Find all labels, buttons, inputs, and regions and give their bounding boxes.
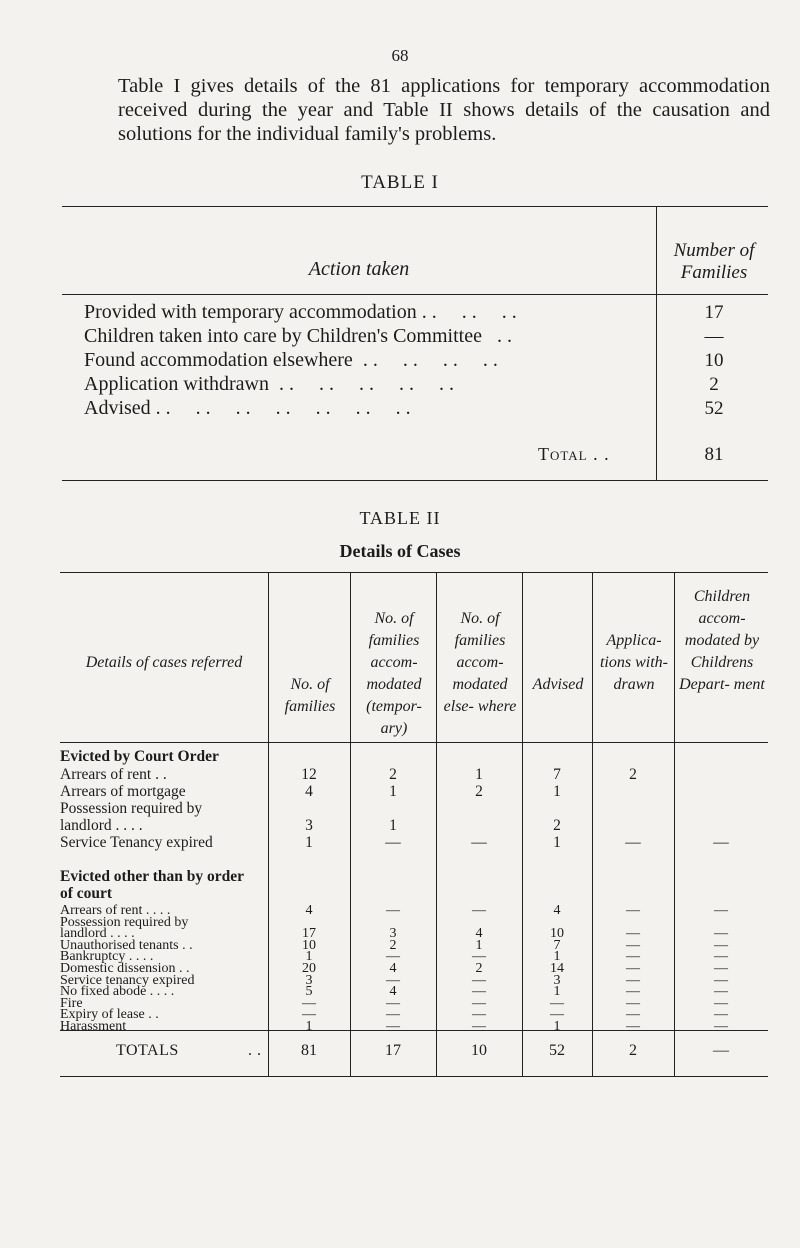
table1-row — [84, 300, 656, 324]
table2-total-cell: 81 — [301, 1042, 317, 1059]
table2-cell: — — [714, 937, 728, 953]
table2-cell: 1 — [305, 834, 313, 851]
table1-row-value: 52 — [704, 398, 724, 419]
table2-cell: — — [550, 995, 564, 1011]
table2-total-cell: — — [713, 1042, 729, 1059]
table2-cell: 1 — [475, 937, 483, 953]
table1-row-value: 17 — [704, 302, 724, 323]
table2-title: TABLE II — [359, 508, 441, 528]
table2-row-label: Possession required by — [60, 800, 203, 817]
table1-bottom-rule — [62, 480, 768, 481]
table2-cell: — — [626, 961, 640, 976]
table2-cell: — — [626, 1019, 640, 1034]
table1-row — [84, 324, 656, 348]
table2-row-label: Arrears of rent . . — [60, 766, 167, 783]
table2-cell: — — [714, 961, 728, 976]
table2-cell: 12 — [301, 766, 317, 783]
table2-cell: — — [626, 949, 640, 965]
table2-cell: 1 — [389, 817, 397, 834]
table2-cell: 3 — [305, 817, 313, 834]
table1-row-label: Found accommodation elsewhere — [84, 349, 353, 371]
table2-cell: — — [386, 1007, 400, 1023]
table2-row-label: Expiry of lease . . — [60, 1007, 159, 1023]
table2-cell: — — [626, 972, 640, 988]
table2-row-label: Arrears of mortgage — [60, 783, 186, 800]
table2-cell: — — [386, 995, 400, 1011]
table1-row-label: Application withdrawn — [84, 373, 269, 395]
table2-cell: — — [472, 995, 486, 1011]
table2-cell: 4 — [389, 984, 397, 1000]
table2-cell: 1 — [553, 783, 561, 800]
table2-cell: 5 — [305, 984, 313, 1000]
column-divider — [674, 572, 675, 1077]
table1-total-label — [538, 444, 610, 465]
column-divider — [350, 572, 351, 1077]
page-number: 68 — [391, 46, 409, 65]
table2-cell: — — [550, 1007, 564, 1023]
table2-cell: — — [714, 926, 728, 942]
totals-label — [116, 1042, 179, 1060]
table2-cell: — — [386, 949, 400, 965]
table2-cell: — — [302, 995, 316, 1011]
table2-cell: — — [471, 834, 487, 851]
table2-top-rule — [60, 572, 768, 573]
table1-row — [84, 348, 656, 372]
table1-row — [84, 396, 656, 420]
table1-row-value: — — [704, 326, 724, 347]
table2-cell: — — [386, 1019, 400, 1034]
table2-cell: 4 — [475, 926, 483, 942]
table2-cell: — — [714, 995, 728, 1011]
table2-row-label: No fixed abode . . . . — [60, 984, 175, 1000]
table2-cell: 3 — [389, 926, 397, 942]
table1 — [62, 206, 768, 482]
table2-cell: 3 — [553, 972, 561, 988]
table2-cell: — — [714, 984, 728, 1000]
total-label-text: Total — [538, 444, 588, 464]
leader-dots: . . — [587, 444, 610, 464]
table1-title: TABLE I — [361, 172, 439, 193]
table1-row — [84, 372, 656, 396]
table2-cell: — — [714, 903, 728, 918]
table2-cell: 4 — [553, 903, 561, 918]
table1-header-action: Action taken — [308, 258, 410, 280]
table1-row-value: 10 — [704, 350, 724, 371]
table2-cell: — — [386, 972, 400, 988]
column-divider — [436, 572, 437, 1077]
table2-cell: 4 — [389, 961, 397, 976]
section-heading: Evicted other than by order of court — [60, 868, 244, 902]
table2-total-cell: 2 — [629, 1042, 637, 1059]
table2-cell: 20 — [302, 961, 316, 976]
table2-cell: 1 — [305, 949, 313, 965]
table2-cell: — — [472, 984, 486, 1000]
table2-header-childrens-dept: Children accom- modated by Childrens Depart- ment — [679, 588, 765, 693]
table1-top-rule — [62, 206, 768, 207]
table2-total-cell: 10 — [471, 1042, 487, 1059]
table2-row-label: Unauthorised tenants . . — [60, 937, 193, 953]
leader-dots: . . . . . . — [416, 301, 517, 323]
table2-cell: 2 — [553, 817, 561, 834]
table2-cell: — — [713, 834, 729, 851]
table2-row-label: landlord . . . . — [60, 817, 143, 834]
table2-cell: 17 — [302, 926, 316, 942]
table2-cell: 2 — [389, 937, 397, 953]
column-divider — [592, 572, 593, 1077]
table1-total-value: 81 — [704, 444, 724, 465]
table2-cell: 1 — [475, 766, 483, 783]
table2-header-temporary: No. of families accom- modated (tempor- ary) — [366, 610, 422, 737]
table2-cell: — — [472, 949, 486, 965]
table2-row-label: Arrears of rent . . . . — [60, 903, 171, 918]
table2-cell: — — [472, 1019, 486, 1034]
table2-cell: 14 — [550, 961, 564, 976]
table2-cell: — — [626, 926, 640, 942]
table2-header-advised: Advised — [532, 676, 584, 693]
table2-header-elsewhere: No. of families accom- modated else- where — [443, 610, 517, 715]
table2-cell: — — [302, 1007, 316, 1023]
table1-row-label: Provided with temporary accommodation — [84, 301, 417, 323]
table2-total-cell: 17 — [385, 1042, 401, 1059]
table2-cell: 2 — [629, 766, 637, 783]
table2-row-label: Possession required by — [60, 914, 189, 930]
table2-cell: — — [472, 903, 486, 918]
column-divider — [268, 572, 269, 1077]
table2-cell: 3 — [305, 972, 313, 988]
table2-cell: — — [626, 937, 640, 953]
table2-header-withdrawn: Applica- tions with- drawn — [599, 632, 668, 693]
table2-cell: 4 — [305, 783, 313, 800]
table1-row-value: 2 — [709, 374, 719, 395]
table2-cell: — — [714, 1019, 728, 1034]
table2-cell: — — [472, 972, 486, 988]
table2-cell: — — [714, 972, 728, 988]
table1-row-label: Advised — [84, 397, 151, 419]
table2-cell: 10 — [302, 937, 316, 953]
table1-column-divider — [656, 206, 657, 480]
table2-cell: 2 — [475, 961, 483, 976]
totals-label-text: TOTALS — [116, 1042, 179, 1059]
intro-paragraph: Table I gives details of the 81 applications for temporary accommodation received during the year and Table II shows details of the causation and solutions for the individual family's problems. — [118, 75, 770, 145]
leader-dots: . . — [481, 325, 512, 347]
table2-cell: — — [625, 834, 641, 851]
table2-cell: 10 — [550, 926, 564, 942]
leader-dots: . . — [248, 1042, 262, 1059]
table2-row-label: Bankruptcy . . . . — [60, 949, 154, 965]
table2-header-families: No. of families — [284, 676, 336, 715]
table2-header-details: Details of cases referred — [85, 654, 243, 671]
table2-cell: 1 — [553, 1019, 561, 1034]
table2-cell: 2 — [389, 766, 397, 783]
table1-row-label: Children taken into care by Children's Committee — [84, 325, 482, 347]
table2-cell: 2 — [475, 783, 483, 800]
leader-dots: . . . . . . . . . . — [268, 373, 454, 395]
table2-cell: 7 — [553, 766, 561, 783]
table1-header-rule — [62, 294, 768, 295]
table2-cell: 7 — [553, 937, 561, 953]
table2-cell: — — [626, 903, 640, 918]
table2-cell: 1 — [553, 834, 561, 851]
table2-header-rule — [60, 742, 768, 743]
column-divider — [522, 572, 523, 1077]
table2-row-label: Domestic dissension . . — [60, 961, 190, 976]
table2-cell: — — [626, 1007, 640, 1023]
table2-cell: 1 — [553, 984, 561, 1000]
table1-header-number: Number of Families — [673, 240, 755, 283]
table2-total-cell: 52 — [549, 1042, 565, 1059]
table2-row-label: Fire — [60, 995, 83, 1011]
table2-cell: — — [714, 1007, 728, 1023]
table2-cell: 1 — [305, 1019, 313, 1034]
table2 — [60, 572, 768, 1078]
section-heading: Evicted by Court Order — [60, 748, 219, 765]
table2-cell: 4 — [305, 903, 313, 918]
table2-cell: — — [386, 903, 400, 918]
table2-bottom-rule — [60, 1076, 768, 1077]
table2-cell: — — [472, 1007, 486, 1023]
table2-cell: 1 — [553, 949, 561, 965]
table2-cell: — — [714, 949, 728, 965]
table2-cell: 1 — [389, 783, 397, 800]
table2-subtitle: Details of Cases — [339, 541, 461, 561]
table2-cell: — — [385, 834, 401, 851]
table2-row-label: Service tenancy expired — [60, 972, 195, 988]
table2-row-label: landlord . . . . — [60, 926, 135, 942]
table2-cell: — — [626, 984, 640, 1000]
table2-cell: — — [626, 995, 640, 1011]
leader-dots: . . . . . . . . — [352, 349, 498, 371]
table2-row-label: Harassment — [60, 1019, 127, 1034]
table2-row-label: Service Tenancy expired — [60, 834, 213, 851]
leader-dots: . . . . . . . . . . . . . . — [150, 397, 411, 419]
